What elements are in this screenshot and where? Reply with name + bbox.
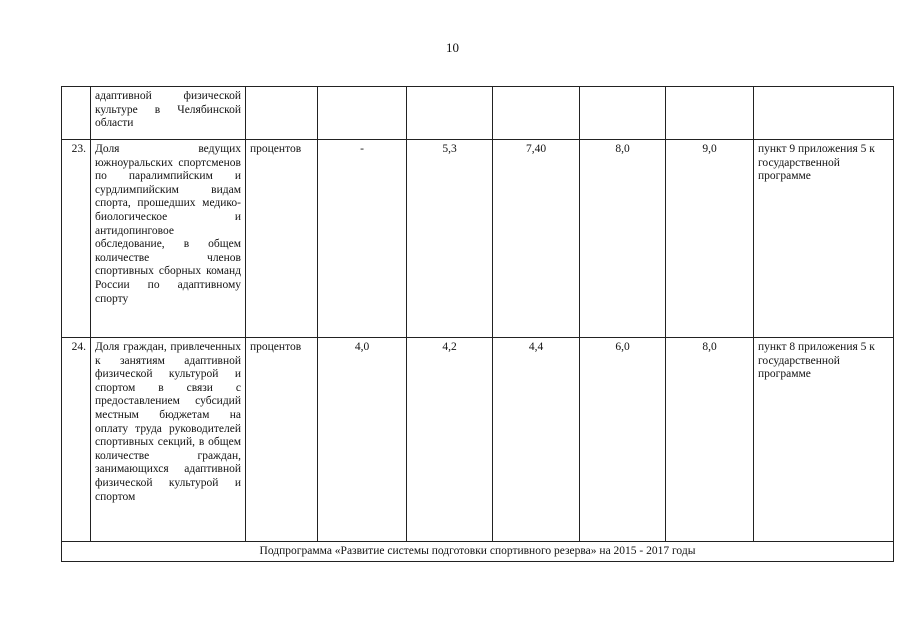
indicators-table: [61, 86, 894, 562]
cell-value: [493, 87, 580, 140]
row-number: 24.: [62, 338, 91, 542]
row-number: 23.: [62, 140, 91, 338]
indicator-description: Доля ведущих южноуральских спортсменов по паралимпийским и сурдлимпийским видам спорта, прошедших медико-биологическое и антидопинговое обследование, в общем количестве членов спортивных сборных команд России по адаптивному спорту: [91, 140, 246, 338]
value-cell: 4,2: [407, 338, 493, 542]
value-cell: 8,0: [580, 140, 666, 338]
cell-description: адаптивной физической культуре в Челябинской области: [91, 87, 246, 140]
table-row: [62, 140, 894, 338]
value-cell: 6,0: [580, 338, 666, 542]
source-note: пункт 9 приложения 5 к государственной программе: [754, 140, 894, 338]
cell-value: [318, 87, 407, 140]
value-cell: -: [318, 140, 407, 338]
subprogram-title: Подпрограмма «Развитие системы подготовки спортивного резерва» на 2015 - 2017 годы: [62, 542, 894, 562]
cell-note: [754, 87, 894, 140]
value-cell: 4,0: [318, 338, 407, 542]
indicator-description: Доля граждан, привлеченных к занятиям адаптивной физической культурой и спортом в связи с предоставлением субсидий местным бюджетам на оплату труда руководителей спортивных секций, в общем количестве граждан, занимающихся адаптивной физической культурой и спортом: [91, 338, 246, 542]
subprogram-row: [62, 542, 894, 562]
table-row: [62, 338, 894, 542]
cell-value: [666, 87, 754, 140]
unit-of-measure: процентов: [246, 140, 318, 338]
cell-num: [62, 87, 91, 140]
cell-value: [580, 87, 666, 140]
unit-of-measure: процентов: [246, 338, 318, 542]
value-cell: 7,40: [493, 140, 580, 338]
value-cell: 4,4: [493, 338, 580, 542]
page-number: 10: [446, 40, 459, 55]
cell-value: [407, 87, 493, 140]
value-cell: 5,3: [407, 140, 493, 338]
table-row-continuation: [62, 87, 894, 140]
value-cell: 9,0: [666, 140, 754, 338]
cell-unit: [246, 87, 318, 140]
source-note: пункт 8 приложения 5 к государственной программе: [754, 338, 894, 542]
value-cell: 8,0: [666, 338, 754, 542]
